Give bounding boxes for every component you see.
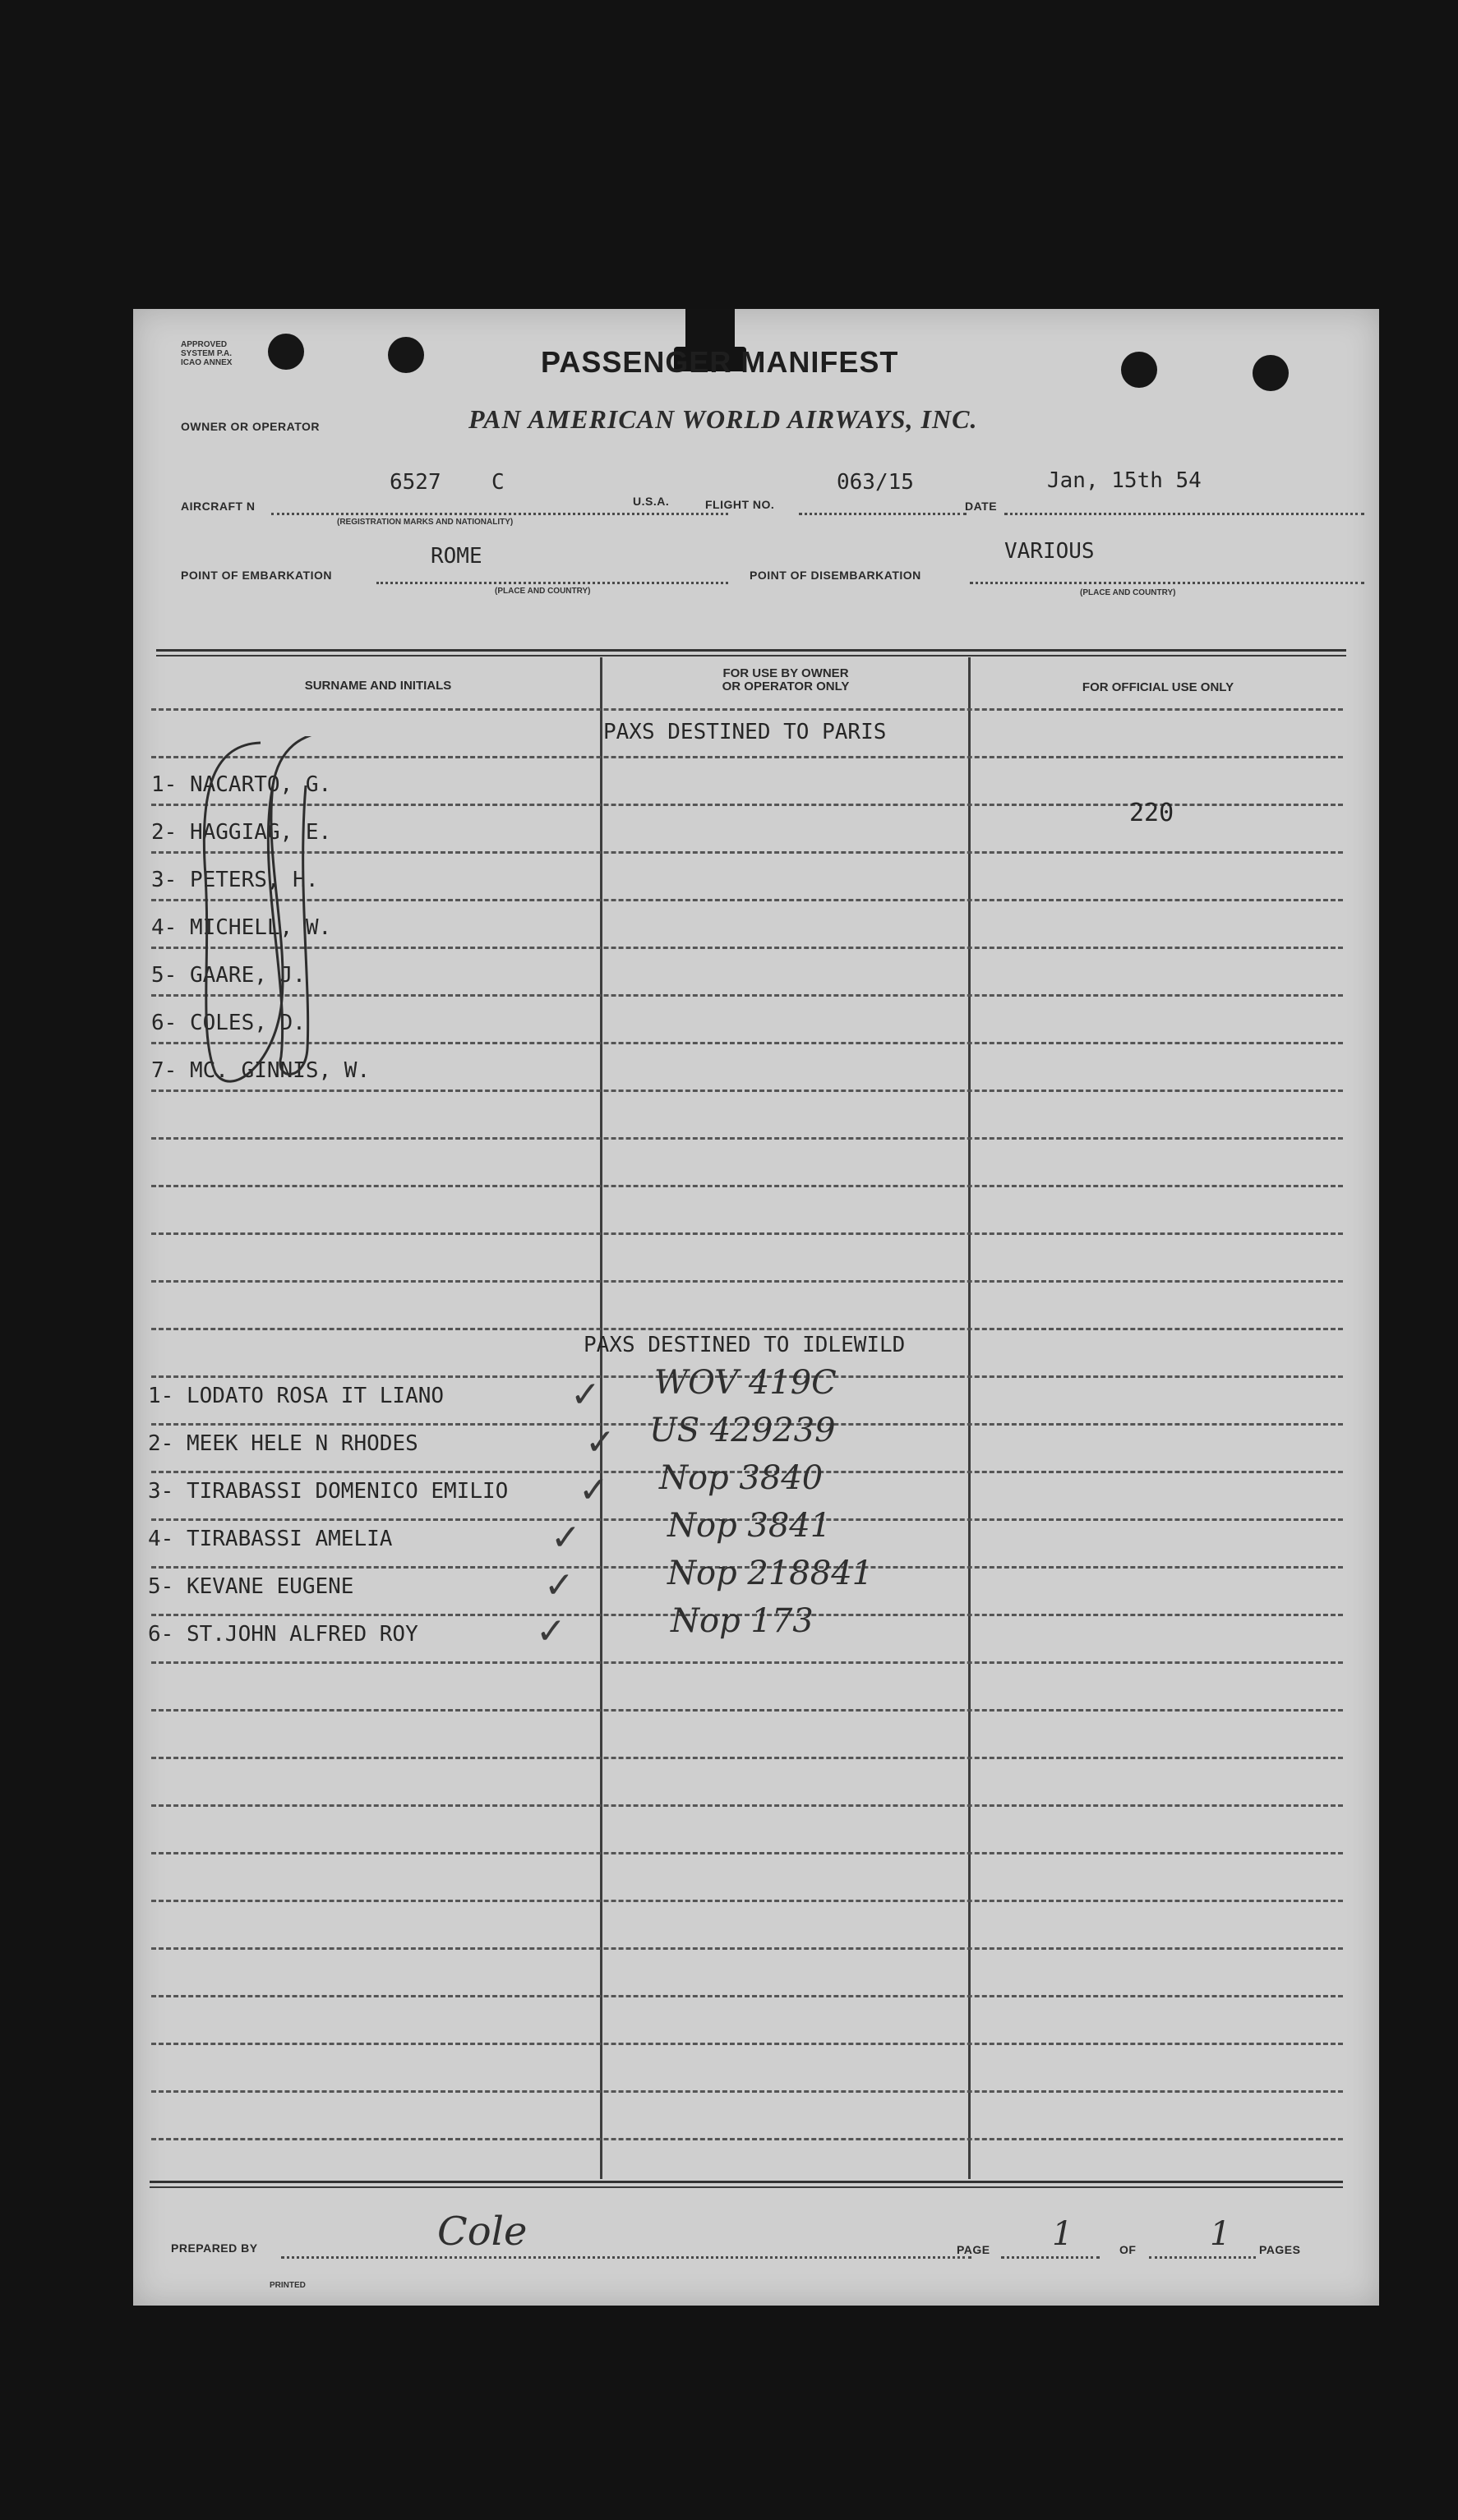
aircraft-registration: 6527 bbox=[390, 470, 441, 495]
date-label: DATE bbox=[965, 500, 998, 513]
passenger-entry: 3- TIRABASSI DOMENICO EMILIO bbox=[148, 1479, 509, 1504]
passenger-entry: 6- ST.JOHN ALFRED ROY bbox=[148, 1622, 418, 1647]
handwritten-document-no: Nop 218841 bbox=[667, 1555, 874, 1592]
aircraft-label: AIRCRAFT N bbox=[181, 500, 256, 513]
column-header-operator: FOR USE BY OWNER OR OPERATOR ONLY bbox=[722, 666, 850, 693]
operator-name: PAN AMERICAN WORLD AIRWAYS, INC. bbox=[468, 404, 978, 434]
owner-label: OWNER OR OPERATOR bbox=[181, 420, 320, 433]
column-header-surname: SURNAME AND INITIALS bbox=[304, 679, 452, 693]
punch-hole-right-2 bbox=[1253, 355, 1289, 391]
page-number: 1 bbox=[1052, 2215, 1073, 2253]
passenger-entry: 4- MICHELL, W. bbox=[151, 915, 332, 940]
handwritten-document-no: Nop 173 bbox=[671, 1602, 814, 1640]
passenger-entry: 2- MEEK HELE N RHODES bbox=[148, 1431, 418, 1456]
embarkation-place: ROME bbox=[431, 544, 482, 569]
prepared-by-label: PREPARED BY bbox=[171, 2241, 258, 2255]
punch-hole-right-1 bbox=[1121, 352, 1157, 388]
check-mark: ✓ bbox=[551, 1517, 581, 1559]
check-mark: ✓ bbox=[536, 1610, 566, 1652]
disembarkation-place-note: (PLACE AND COUNTRY) bbox=[1080, 588, 1176, 597]
passenger-entry: 7- MC. GINNIS, W. bbox=[151, 1058, 371, 1083]
paris-group-heading: PAXS DESTINED TO PARIS bbox=[603, 720, 887, 744]
check-mark: ✓ bbox=[570, 1374, 601, 1416]
passenger-entry: 5- KEVANE EUGENE bbox=[148, 1574, 354, 1599]
form-title: PASSENGER MANIFEST bbox=[541, 345, 899, 379]
flight-label: FLIGHT NO. bbox=[705, 498, 775, 511]
handwritten-document-no: US 429239 bbox=[649, 1412, 836, 1449]
check-mark: ✓ bbox=[544, 1564, 574, 1606]
column-header-official: FOR OFFICIAL USE ONLY bbox=[1082, 680, 1234, 694]
disembarkation-place: VARIOUS bbox=[1004, 539, 1095, 564]
passenger-entry: 1- NACARTO, G. bbox=[151, 772, 332, 797]
pages-label: PAGES bbox=[1259, 2243, 1301, 2256]
handwritten-document-no: Nop 3841 bbox=[667, 1507, 832, 1545]
aircraft-class: C bbox=[491, 470, 505, 495]
manifest-sheet bbox=[133, 309, 1379, 2306]
handwritten-document-no: WOV 419C bbox=[654, 1364, 837, 1402]
page-total: 1 bbox=[1210, 2215, 1231, 2253]
passenger-entry: 6- COLES, D. bbox=[151, 1011, 306, 1035]
disembarkation-label: POINT OF DISEMBARKATION bbox=[750, 569, 921, 582]
of-label: OF bbox=[1119, 2243, 1137, 2256]
passenger-entry: 3- PETERS, H. bbox=[151, 868, 319, 892]
flight-date: Jan, 15th 54 bbox=[1047, 468, 1202, 493]
check-mark: ✓ bbox=[585, 1421, 616, 1463]
passenger-entry: 5- GAARE, J. bbox=[151, 963, 306, 988]
registration-note: (REGISTRATION MARKS AND NATIONALITY) bbox=[337, 518, 514, 527]
check-mark: ✓ bbox=[579, 1469, 609, 1511]
passenger-entry: 2- HAGGIAG, E. bbox=[151, 820, 332, 845]
idlewild-group-heading: PAXS DESTINED TO IDLEWILD bbox=[584, 1333, 906, 1357]
embarkation-place-note: (PLACE AND COUNTRY) bbox=[495, 587, 591, 596]
printed-note: PRINTED bbox=[270, 2281, 306, 2290]
embarkation-label: POINT OF EMBARKATION bbox=[181, 569, 332, 582]
paris-official-number: 220 bbox=[1129, 799, 1174, 827]
handwritten-document-no: Nop 3840 bbox=[659, 1459, 824, 1497]
preparer-signature: Cole bbox=[437, 2209, 528, 2255]
approval-stamp: APPROVED SYSTEM P.A. ICAO ANNEX bbox=[181, 340, 233, 367]
usa-label: U.S.A. bbox=[633, 495, 670, 508]
punch-hole-left-1 bbox=[268, 334, 304, 370]
passenger-entry: 4- TIRABASSI AMELIA bbox=[148, 1527, 393, 1551]
page-label: PAGE bbox=[957, 2243, 990, 2256]
flight-number: 063/15 bbox=[837, 470, 914, 495]
punch-hole-left-2 bbox=[388, 337, 424, 373]
passenger-entry: 1- LODATO ROSA IT LIANO bbox=[148, 1384, 445, 1408]
bracket-scribble bbox=[182, 736, 322, 1098]
